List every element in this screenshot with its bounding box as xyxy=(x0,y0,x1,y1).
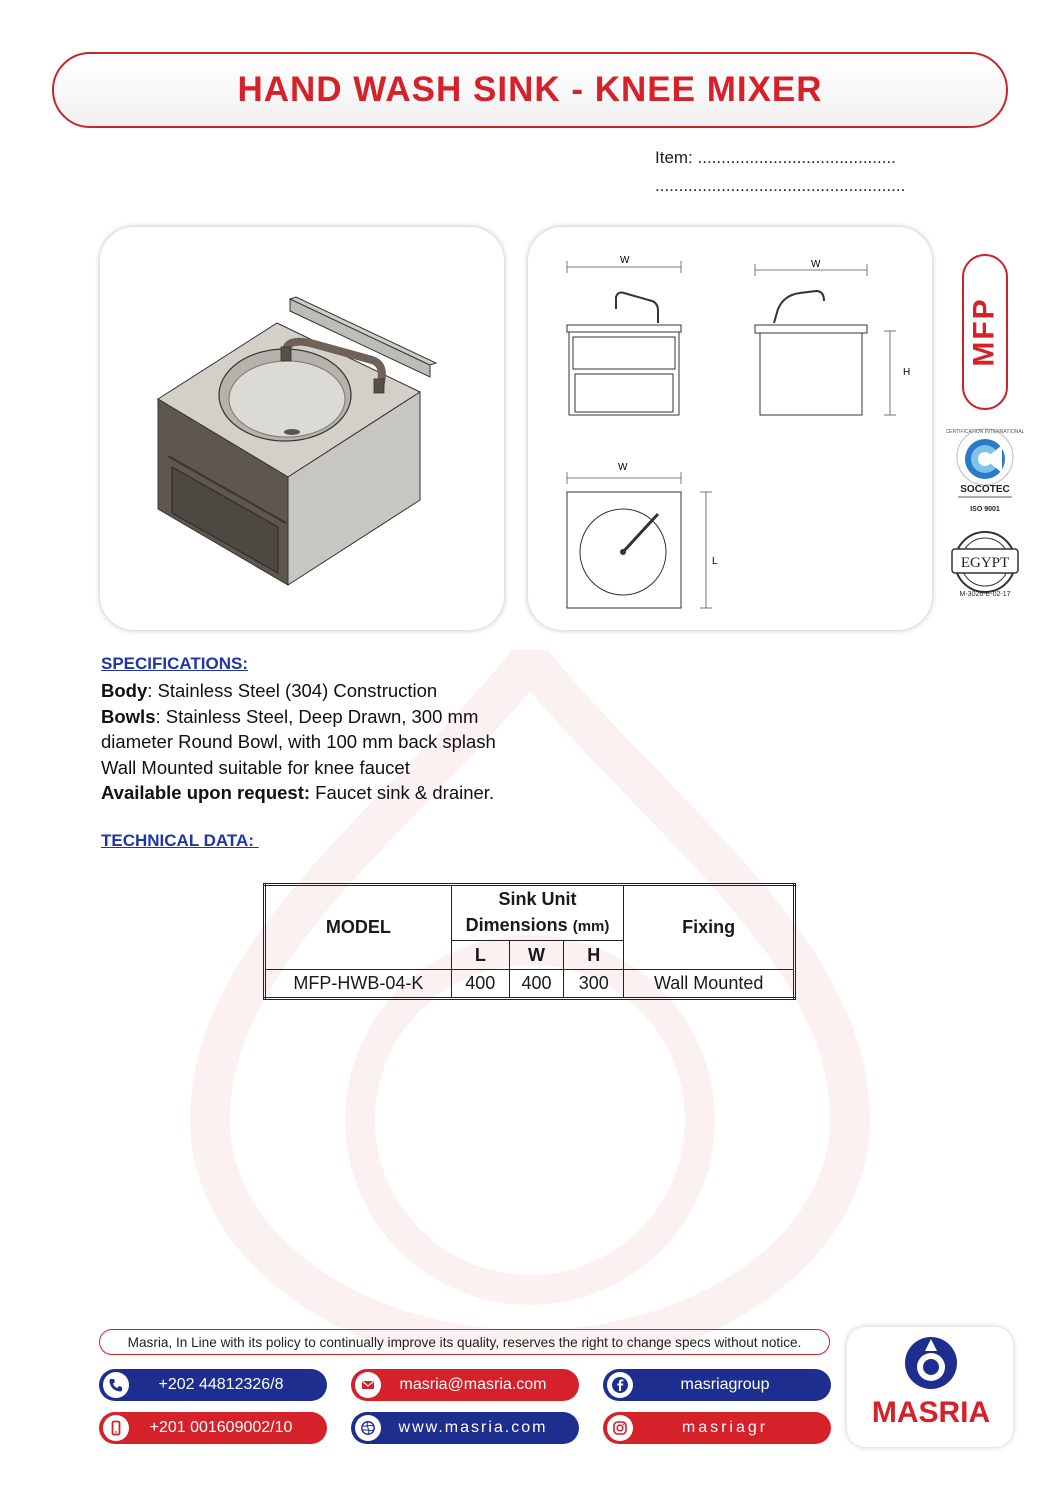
cell-model: MFP-HWB-04-K xyxy=(265,970,452,999)
egypt-seal xyxy=(946,530,1024,600)
cell-l: 400 xyxy=(451,970,509,999)
specifications-list xyxy=(101,678,496,806)
technical-data-table xyxy=(263,883,796,1000)
orthographic-drawings xyxy=(528,227,932,630)
col-dimensions-line1: Sink Unit xyxy=(498,889,577,909)
title-banner xyxy=(52,52,1008,128)
facebook-handle: masriagroup xyxy=(680,1376,770,1393)
side-view xyxy=(755,259,910,415)
top-view-width-label: W xyxy=(618,462,628,473)
email-icon xyxy=(355,1372,381,1398)
col-dimensions-label: Dimensions xyxy=(465,915,568,935)
cell-h: 300 xyxy=(564,970,624,999)
col-fixing-header: Fixing xyxy=(624,885,795,970)
side-view-height-label: H xyxy=(903,367,911,378)
cell-w: 400 xyxy=(509,970,563,999)
masria-logo xyxy=(847,1327,1013,1447)
technical-data-heading: TECHNICAL DATA: xyxy=(101,831,259,850)
email-pill[interactable] xyxy=(351,1369,579,1401)
mobile-pill[interactable] xyxy=(99,1412,327,1444)
page-title: HAND WASH SINK - KNEE MIXER xyxy=(237,70,823,109)
phone-pill[interactable] xyxy=(99,1369,327,1401)
egypt-code: M-3026-E-02-17 xyxy=(959,591,1011,598)
facebook-icon xyxy=(607,1372,633,1398)
specifications-heading: SPECIFICATIONS: xyxy=(101,654,249,673)
col-w-header: W xyxy=(509,941,563,970)
item-field[interactable]: Item: .......................................... xyxy=(655,148,896,167)
instagram-pill[interactable] xyxy=(603,1412,831,1444)
top-view xyxy=(567,462,718,608)
spec-available-text: Faucet sink & drainer. xyxy=(310,782,495,803)
socotec-text: SOCOTEC xyxy=(960,484,1010,495)
phone-1: +202 44812326/8 xyxy=(158,1376,284,1393)
instagram-handle: masriagr xyxy=(681,1419,769,1436)
website-pill[interactable] xyxy=(351,1412,579,1444)
col-dimensions-unit: (mm) xyxy=(572,918,610,935)
product-render-panel xyxy=(100,227,504,630)
cell-fixing: Wall Mounted xyxy=(624,970,795,999)
technical-drawing-panel xyxy=(528,227,932,630)
col-dimensions-header xyxy=(451,885,624,941)
spec-body-text: : Stainless Steel (304) Construction xyxy=(147,680,438,701)
side-view-width-label: W xyxy=(811,259,821,270)
egypt-text: EGYPT xyxy=(960,555,1010,571)
spec-bowls-text: : Stainless Steel, Deep Drawn, 300 mm xyxy=(155,705,479,727)
front-view xyxy=(567,255,681,415)
socotec-arc-text: CERTIFICATION INTERNATIONAL xyxy=(946,429,1024,435)
spec-bowls xyxy=(101,704,496,730)
socotec-certification xyxy=(946,425,1024,519)
item-field-line2[interactable]: ..................................................... xyxy=(655,176,906,195)
website-url: www.masria.com xyxy=(398,1419,548,1436)
socotec-logo xyxy=(946,425,1024,519)
facebook-pill[interactable] xyxy=(603,1369,831,1401)
masria-logo-mark xyxy=(847,1327,1013,1447)
mfp-badge-text: MFP xyxy=(968,297,1002,367)
table-row xyxy=(265,970,795,999)
spec-bowls-label: Bowls xyxy=(101,705,156,727)
spec-available xyxy=(101,780,496,806)
instagram-icon xyxy=(607,1415,633,1441)
front-view-width-label: W xyxy=(620,255,630,266)
col-h-header: H xyxy=(564,941,624,970)
col-l-header: L xyxy=(451,941,509,970)
mobile-icon xyxy=(103,1415,129,1441)
iso-text: ISO 9001 xyxy=(970,506,1000,513)
email-address: masria@masria.com xyxy=(399,1376,547,1393)
spec-bowls-cont: diameter Round Bowl, with 100 mm back splash xyxy=(101,731,496,752)
sink-3d-render xyxy=(100,227,504,630)
mfp-badge xyxy=(962,254,1008,410)
egypt-certification xyxy=(946,530,1024,600)
phone-icon xyxy=(103,1372,129,1398)
globe-icon xyxy=(355,1415,381,1441)
spec-body-label: Body xyxy=(101,680,148,701)
brand-name: MASRIA xyxy=(871,1396,991,1429)
spec-wall: Wall Mounted suitable for knee faucet xyxy=(101,756,410,778)
top-view-length-label: L xyxy=(712,556,718,567)
spec-body xyxy=(101,678,496,704)
spec-available-label: Available upon request: xyxy=(101,782,311,803)
policy-notice: Masria, In Line with its policy to continually improve its quality, reserves the right to change specs without notice. xyxy=(99,1329,830,1355)
col-model-header: MODEL xyxy=(265,885,452,970)
col-dimensions-line2 xyxy=(456,912,620,940)
phone-2: +201 001609002/10 xyxy=(149,1419,293,1436)
